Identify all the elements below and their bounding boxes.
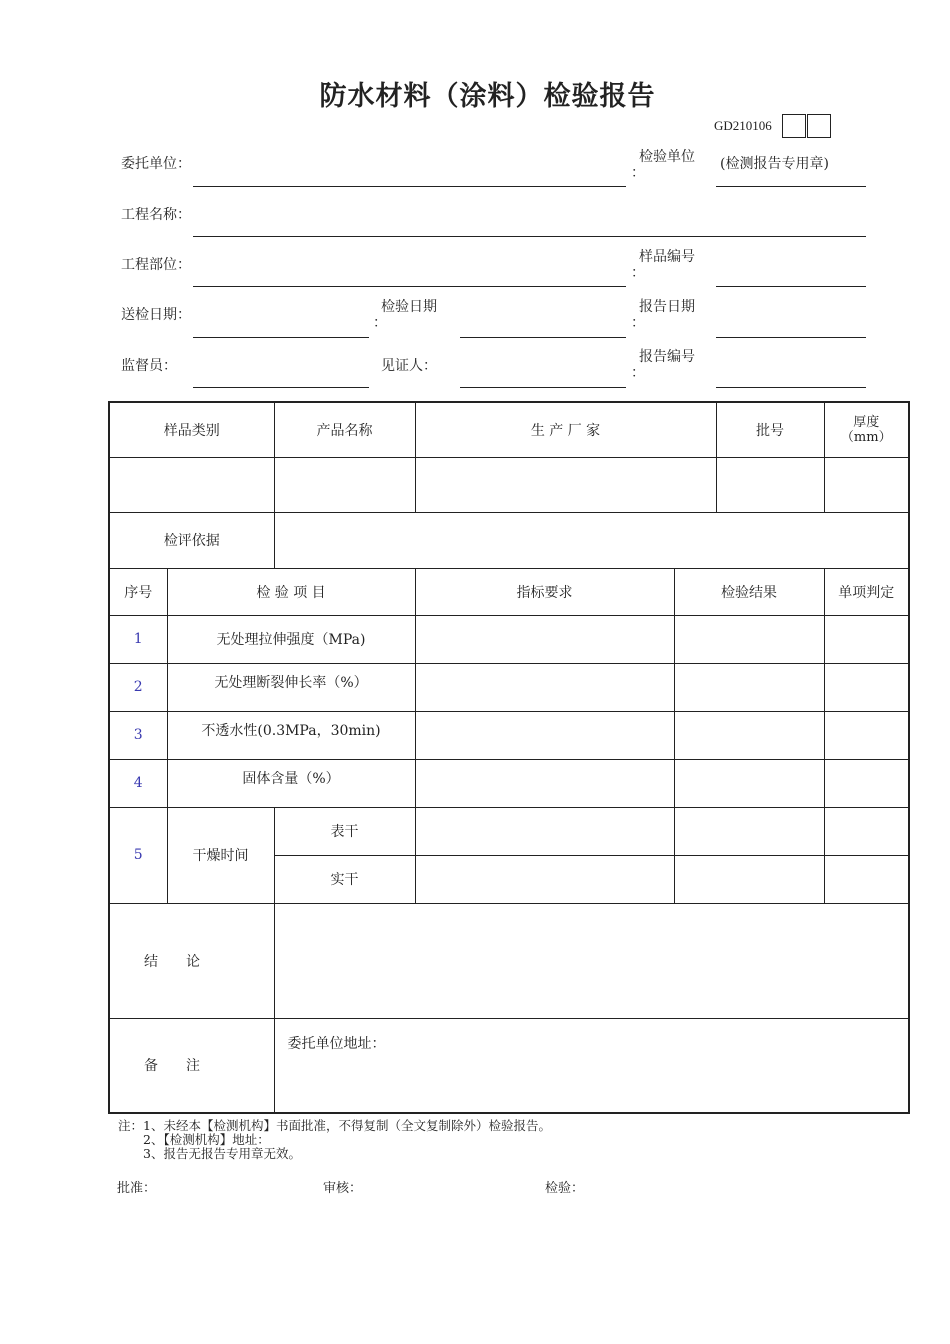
item-seq: 5 <box>109 807 167 903</box>
requirement-header: 指标要求 <box>415 568 674 615</box>
judgement-header: 单项判定 <box>824 568 909 615</box>
basis-label: 检评依据 <box>109 512 274 568</box>
remarks-label: 备 注 <box>109 1018 274 1113</box>
item-result[interactable] <box>674 855 824 903</box>
sample-no-colon: ： <box>631 265 645 281</box>
basis-cell[interactable] <box>274 512 909 568</box>
item-judgement[interactable] <box>824 615 909 663</box>
item-requirement[interactable] <box>415 615 674 663</box>
report-date-colon: ： <box>631 315 645 331</box>
report-date-field[interactable] <box>716 337 866 338</box>
footer-notes <box>118 1119 551 1161</box>
item-requirement[interactable] <box>415 759 674 807</box>
item-requirement[interactable] <box>415 711 674 759</box>
item-name: 无处理拉伸强度（MPa) <box>167 615 415 663</box>
item-header: 检 验 项 目 <box>167 568 415 615</box>
item-judgement[interactable] <box>824 663 909 711</box>
table-row <box>109 615 909 663</box>
witness-label: 见证人： <box>381 358 437 374</box>
sample-no-field[interactable] <box>716 286 866 287</box>
table-row <box>109 807 909 855</box>
remarks-cell[interactable]: 委托单位地址： <box>274 1018 909 1113</box>
conclusion-label: 结 论 <box>109 903 274 1018</box>
report-code: GD210106 <box>714 118 772 133</box>
item-result[interactable] <box>674 711 824 759</box>
item-sub-name: 表干 <box>274 807 415 855</box>
project-part-field[interactable] <box>193 286 626 287</box>
report-no-label: 报告编号 <box>639 349 695 365</box>
review-label: 审核： <box>323 1181 363 1196</box>
thickness-cell[interactable] <box>824 457 909 512</box>
item-requirement[interactable] <box>415 855 674 903</box>
code-box-1[interactable] <box>782 114 806 138</box>
item-seq: 3 <box>109 711 167 759</box>
batch-header: 批号 <box>716 402 824 457</box>
product-name-header: 产品名称 <box>274 402 415 457</box>
item-requirement[interactable] <box>415 807 674 855</box>
lab-value: (检测报告专用章) <box>720 156 829 172</box>
table-row <box>109 711 909 759</box>
conclusion-cell[interactable] <box>274 903 909 1018</box>
supervisor-field[interactable] <box>193 387 369 388</box>
seq-header: 序号 <box>109 568 167 615</box>
project-name-label: 工程名称： <box>121 207 191 223</box>
code-box-2[interactable] <box>807 114 831 138</box>
report-no-field[interactable] <box>716 387 866 388</box>
item-name: 固体含量（%） <box>167 759 415 807</box>
project-part-label: 工程部位： <box>121 257 191 273</box>
approve-label: 批准： <box>117 1181 157 1196</box>
item-name: 干燥时间 <box>167 807 274 903</box>
item-seq: 1 <box>109 615 167 663</box>
submit-date-label: 送检日期： <box>121 307 191 323</box>
report-date-label: 报告日期 <box>639 299 695 315</box>
item-seq: 4 <box>109 759 167 807</box>
lab-label: 检验单位 <box>639 149 695 165</box>
thickness-unit: （mm） <box>840 429 892 445</box>
item-sub-name: 实干 <box>274 855 415 903</box>
note-line-3: 3、报告无报告专用章无效。 <box>118 1146 301 1161</box>
sample-type-header: 样品类别 <box>109 402 274 457</box>
test-date-field[interactable] <box>460 337 626 338</box>
project-name-field[interactable] <box>193 236 866 237</box>
witness-field[interactable] <box>460 387 626 388</box>
supervisor-label: 监督员： <box>121 358 177 374</box>
manufacturer-cell[interactable] <box>415 457 716 512</box>
item-result[interactable] <box>674 807 824 855</box>
test-date-label: 检验日期 <box>381 299 437 315</box>
inspect-label: 检验： <box>545 1181 585 1196</box>
batch-cell[interactable] <box>716 457 824 512</box>
sample-no-label: 样品编号 <box>639 249 695 265</box>
item-name: 不透水性(0.3MPa，30min) <box>167 711 415 759</box>
note-line-1: 注：1、未经本【检测机构】书面批准，不得复制（全文复制除外）检验报告。 <box>118 1118 551 1133</box>
thickness-label: 厚度 <box>853 414 880 430</box>
submit-date-field[interactable] <box>193 337 369 338</box>
manufacturer-header: 生 产 厂 家 <box>415 402 716 457</box>
client-label: 委托单位： <box>121 156 191 172</box>
item-name: 无处理断裂伸长率（%） <box>167 663 415 711</box>
item-result[interactable] <box>674 615 824 663</box>
item-result[interactable] <box>674 759 824 807</box>
test-date-colon: ： <box>373 315 387 331</box>
result-header: 检验结果 <box>674 568 824 615</box>
report-no-colon: ： <box>631 365 645 381</box>
inspection-table <box>108 401 910 1114</box>
note-line-2: 2、【检测机构】地址： <box>118 1132 270 1147</box>
lab-colon: ： <box>631 165 645 181</box>
item-requirement[interactable] <box>415 663 674 711</box>
item-judgement[interactable] <box>824 855 909 903</box>
table-row <box>109 663 909 711</box>
sample-type-cell[interactable] <box>109 457 274 512</box>
client-field[interactable] <box>193 186 626 187</box>
item-seq: 2 <box>109 663 167 711</box>
table-row <box>109 759 909 807</box>
lab-field[interactable] <box>716 186 866 187</box>
item-result[interactable] <box>674 663 824 711</box>
item-judgement[interactable] <box>824 711 909 759</box>
item-judgement[interactable] <box>824 759 909 807</box>
item-judgement[interactable] <box>824 807 909 855</box>
product-name-cell[interactable] <box>274 457 415 512</box>
report-title: 防水材料（涂料）检验报告 <box>319 81 656 112</box>
thickness-header <box>824 402 909 457</box>
